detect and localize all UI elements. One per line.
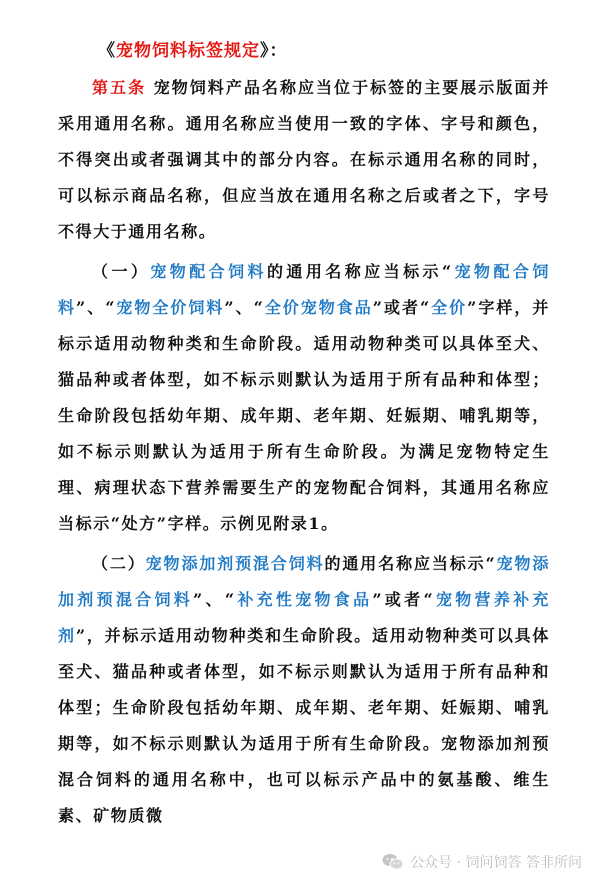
item-2-text-2: ”、“ xyxy=(193,590,236,609)
item-1-term: 宠物配合饲料 xyxy=(150,262,267,281)
item-2-prefix: （二） xyxy=(92,554,146,573)
item-2-text-4: ”，并标示适用动物种类和生命阶段。适用动物种类可以具体至犬、猫品种或者体型，如不标示则默认为适用于所有品种和体型；生命阶段包括幼年期、成年期、老年期、妊娠期、哺乳期等，如不标示则默认为适用于所有生命阶段。宠物添加剂预混合饲料的通用名称中，也可以标示产品中的氨基酸、维生素、矿物质微 xyxy=(58,626,550,825)
article-5-paragraph xyxy=(58,70,550,250)
title-close: 》： xyxy=(260,41,288,61)
item-1-prefix: （一） xyxy=(92,262,151,281)
item-2-text-3: ”或者“ xyxy=(372,590,435,609)
item-1-text-1: 的通用名称应当标示“ xyxy=(266,262,453,281)
item-2-name-1: 宠物添加剂预混合饲料 xyxy=(58,554,550,609)
article-5-text: 宠物饲料产品名称应当位于标签的主要展示版面并采用通用名称。通用名称应当使用一致的字体、字号和颜色，不得突出或者强调其中的部分内容。在标示通用名称的同时，可以标示商品名称，但应当放在通用名称之后或者之下，字号不得大于通用名称。 xyxy=(58,78,550,241)
item-1-name-4: 全价 xyxy=(430,298,468,317)
item-2-text-1: 的通用名称应当标示“ xyxy=(324,554,497,573)
item-1-text-3: ”、“ xyxy=(224,298,265,317)
item-1-name-2: 宠物全价饲料 xyxy=(116,298,225,317)
item-1-text-4: ”或者“ xyxy=(372,298,431,317)
document-page xyxy=(58,36,550,838)
title-open-bracket: 《 xyxy=(98,41,116,61)
article-5-label: 第五条 xyxy=(92,78,147,97)
item-1-text-2: ”、“ xyxy=(76,298,116,317)
item-1-name-1: 宠物配合饲料 xyxy=(58,262,550,317)
watermark-text: 公众号 · 饲问饲答 答非所问 xyxy=(410,855,582,871)
item-2-term: 宠物添加剂预混合饲料 xyxy=(145,554,325,573)
item-1-paragraph xyxy=(58,254,550,542)
watermark xyxy=(382,852,582,872)
regulation-name: 宠物饲料标签规定 xyxy=(116,41,260,61)
item-1-name-3: 全价宠物食品 xyxy=(264,298,373,317)
document-title xyxy=(98,36,550,66)
item-1-text-5: ”字样，并标示适用动物种类和生命阶段。适用动物种类可以具体至犬、猫品种或者体型，如不标示则默认为适用于所有品种和体型；生命阶段包括幼年期、成年期、老年期、妊娠期、哺乳期等，如不标示则默认为适用于所有生命阶段。为满足宠物特定生理、病理状态下营养需要生产的宠物配合饲料，其通用名称应当标示“处方”字样。示例见附录1。 xyxy=(58,298,550,533)
wechat-icon xyxy=(382,853,404,871)
item-2-name-3: 宠物营养补充剂 xyxy=(58,590,551,645)
item-2-paragraph xyxy=(58,546,550,834)
item-2-name-2: 补充性宠物食品 xyxy=(235,590,373,609)
